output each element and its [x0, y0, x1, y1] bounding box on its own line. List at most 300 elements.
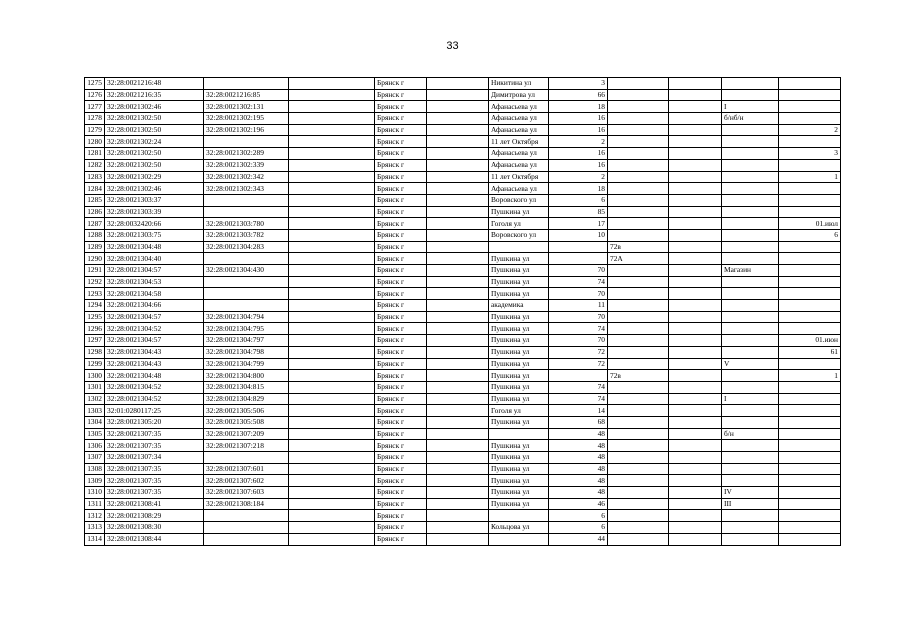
cell-house-number: 44 — [549, 533, 608, 545]
table-row — [85, 487, 841, 499]
cell-extra-field — [289, 533, 375, 545]
cell-house-letter — [608, 124, 669, 136]
cell-flat: 01.июл — [779, 218, 841, 230]
cell-building — [669, 136, 722, 148]
table-row — [85, 124, 841, 136]
cell-object-cadastral-number: 32:28:0021308:184 — [204, 498, 289, 510]
cell-extra-field — [289, 229, 375, 241]
cell-district — [427, 358, 489, 370]
cell-premises — [722, 148, 779, 160]
cell-building — [669, 522, 722, 534]
cell-flat — [779, 475, 841, 487]
cell-building — [669, 124, 722, 136]
cell-row-number: 1310 — [85, 487, 105, 499]
cell-house-number: 74 — [549, 381, 608, 393]
table-row — [85, 475, 841, 487]
cell-cadastral-number: 32:28:0021304:66 — [105, 300, 204, 312]
cell-house-letter — [608, 101, 669, 113]
cell-row-number: 1299 — [85, 358, 105, 370]
cell-cadastral-number: 32:28:0021216:48 — [105, 78, 204, 90]
cell-cadastral-number: 32:28:0021307:35 — [105, 463, 204, 475]
cell-cadastral-number: 32:28:0021307:35 — [105, 475, 204, 487]
cell-building — [669, 113, 722, 125]
cell-flat — [779, 253, 841, 265]
cell-house-letter — [608, 358, 669, 370]
cell-object-cadastral-number: 32:28:0021307:218 — [204, 440, 289, 452]
cell-object-cadastral-number — [204, 510, 289, 522]
cell-object-cadastral-number: 32:28:0021304:794 — [204, 311, 289, 323]
cell-building — [669, 253, 722, 265]
cell-flat — [779, 533, 841, 545]
cell-house-number: 48 — [549, 440, 608, 452]
cell-premises — [722, 159, 779, 171]
cell-district — [427, 183, 489, 195]
table-row — [85, 276, 841, 288]
table-row — [85, 463, 841, 475]
cell-house-letter — [608, 288, 669, 300]
cell-district — [427, 381, 489, 393]
cell-street: Гоголя ул — [489, 218, 549, 230]
cell-district — [427, 229, 489, 241]
cell-row-number: 1302 — [85, 393, 105, 405]
cell-house-letter — [608, 218, 669, 230]
cell-house-number: 68 — [549, 416, 608, 428]
cell-row-number: 1275 — [85, 78, 105, 90]
cell-object-cadastral-number: 32:28:0021307:602 — [204, 475, 289, 487]
cell-flat: 6 — [779, 229, 841, 241]
cell-cadastral-number: 32:28:0021304:40 — [105, 253, 204, 265]
table-row — [85, 428, 841, 440]
cell-house-number: 48 — [549, 475, 608, 487]
cell-building — [669, 276, 722, 288]
cell-row-number: 1286 — [85, 206, 105, 218]
cell-building — [669, 148, 722, 160]
cell-house-number: 18 — [549, 101, 608, 113]
cell-premises — [722, 370, 779, 382]
cell-house-letter — [608, 276, 669, 288]
table-row — [85, 229, 841, 241]
cell-city: Брянск г — [375, 475, 427, 487]
cell-extra-field — [289, 171, 375, 183]
cell-object-cadastral-number: 32:28:0021303:782 — [204, 229, 289, 241]
cell-city: Брянск г — [375, 335, 427, 347]
cell-house-letter — [608, 416, 669, 428]
cell-building — [669, 393, 722, 405]
cell-cadastral-number: 32:28:0021304:48 — [105, 241, 204, 253]
cell-object-cadastral-number: 32:28:0021302:196 — [204, 124, 289, 136]
cell-row-number: 1301 — [85, 381, 105, 393]
cell-house-number: 17 — [549, 218, 608, 230]
cell-building — [669, 475, 722, 487]
cell-flat — [779, 101, 841, 113]
cell-house-number: 70 — [549, 335, 608, 347]
cell-object-cadastral-number: 32:28:0021304:829 — [204, 393, 289, 405]
cell-object-cadastral-number: 32:28:0021307:603 — [204, 487, 289, 499]
cell-district — [427, 78, 489, 90]
cell-extra-field — [289, 405, 375, 417]
cell-street: Афанасьева ул — [489, 101, 549, 113]
cell-extra-field — [289, 148, 375, 160]
cell-row-number: 1292 — [85, 276, 105, 288]
cell-object-cadastral-number — [204, 288, 289, 300]
cell-extra-field — [289, 335, 375, 347]
cell-cadastral-number: 32:28:0021302:50 — [105, 113, 204, 125]
cell-street: Пушкина ул — [489, 440, 549, 452]
cell-street: Афанасьева ул — [489, 148, 549, 160]
cell-extra-field — [289, 218, 375, 230]
cell-building — [669, 358, 722, 370]
cell-premises: V — [722, 358, 779, 370]
cell-premises — [722, 510, 779, 522]
cell-premises — [722, 276, 779, 288]
cell-street — [489, 510, 549, 522]
cell-row-number: 1278 — [85, 113, 105, 125]
cell-object-cadastral-number: 32:28:0021302:289 — [204, 148, 289, 160]
cell-extra-field — [289, 113, 375, 125]
table-row — [85, 78, 841, 90]
registry-body — [85, 78, 841, 546]
cell-extra-field — [289, 416, 375, 428]
cell-object-cadastral-number: 32:28:0021302:342 — [204, 171, 289, 183]
cell-house-letter — [608, 136, 669, 148]
cell-house-number: 74 — [549, 393, 608, 405]
cell-premises: III — [722, 498, 779, 510]
cell-city: Брянск г — [375, 159, 427, 171]
table-row — [85, 498, 841, 510]
cell-extra-field — [289, 206, 375, 218]
cell-building — [669, 288, 722, 300]
cell-district — [427, 323, 489, 335]
cell-street: Димитрова ул — [489, 89, 549, 101]
cell-house-letter — [608, 265, 669, 277]
cell-house-number: 72 — [549, 346, 608, 358]
cell-house-letter — [608, 311, 669, 323]
cell-building — [669, 206, 722, 218]
cell-flat — [779, 440, 841, 452]
cell-building — [669, 335, 722, 347]
cell-flat — [779, 113, 841, 125]
cell-premises — [722, 218, 779, 230]
cell-flat — [779, 487, 841, 499]
cell-street: Пушкина ул — [489, 323, 549, 335]
cell-house-number — [549, 241, 608, 253]
cell-cadastral-number: 32:28:0021307:35 — [105, 440, 204, 452]
cell-street: Афанасьева ул — [489, 124, 549, 136]
cell-district — [427, 171, 489, 183]
registry-table — [84, 77, 841, 546]
cell-city: Брянск г — [375, 229, 427, 241]
cell-premises — [722, 475, 779, 487]
cell-house-number: 10 — [549, 229, 608, 241]
cell-extra-field — [289, 487, 375, 499]
cell-house-number: 11 — [549, 300, 608, 312]
cell-district — [427, 533, 489, 545]
cell-object-cadastral-number — [204, 533, 289, 545]
cell-object-cadastral-number: 32:28:0021304:430 — [204, 265, 289, 277]
cell-row-number: 1306 — [85, 440, 105, 452]
cell-extra-field — [289, 276, 375, 288]
table-row — [85, 381, 841, 393]
cell-extra-field — [289, 183, 375, 195]
cell-house-number: 16 — [549, 113, 608, 125]
cell-row-number: 1314 — [85, 533, 105, 545]
cell-house-number: 48 — [549, 452, 608, 464]
cell-building — [669, 101, 722, 113]
table-row — [85, 288, 841, 300]
cell-object-cadastral-number — [204, 276, 289, 288]
cell-premises — [722, 323, 779, 335]
cell-city: Брянск г — [375, 300, 427, 312]
cell-object-cadastral-number — [204, 300, 289, 312]
table-row — [85, 452, 841, 464]
cell-building — [669, 89, 722, 101]
cell-district — [427, 101, 489, 113]
cell-cadastral-number: 32:28:0021304:53 — [105, 276, 204, 288]
cell-premises: IV — [722, 487, 779, 499]
table-row — [85, 206, 841, 218]
cell-building — [669, 416, 722, 428]
cell-premises — [722, 416, 779, 428]
cell-premises: I — [722, 101, 779, 113]
cell-house-number: 6 — [549, 194, 608, 206]
cell-premises — [722, 253, 779, 265]
cell-house-number: 48 — [549, 463, 608, 475]
table-row — [85, 194, 841, 206]
cell-flat — [779, 136, 841, 148]
cell-house-letter — [608, 475, 669, 487]
cell-city: Брянск г — [375, 498, 427, 510]
cell-city: Брянск г — [375, 522, 427, 534]
cell-district — [427, 487, 489, 499]
cell-district — [427, 405, 489, 417]
cell-house-letter — [608, 381, 669, 393]
cell-premises — [722, 405, 779, 417]
cell-house-number: 74 — [549, 276, 608, 288]
cell-building — [669, 171, 722, 183]
cell-object-cadastral-number: 32:28:0021305:506 — [204, 405, 289, 417]
cell-building — [669, 487, 722, 499]
cell-object-cadastral-number: 32:28:0021304:799 — [204, 358, 289, 370]
cell-premises — [722, 440, 779, 452]
cell-row-number: 1305 — [85, 428, 105, 440]
cell-house-number — [549, 253, 608, 265]
cell-row-number: 1294 — [85, 300, 105, 312]
cell-cadastral-number: 32:28:0021308:29 — [105, 510, 204, 522]
cell-city: Брянск г — [375, 381, 427, 393]
cell-district — [427, 463, 489, 475]
cell-house-letter — [608, 510, 669, 522]
cell-object-cadastral-number — [204, 452, 289, 464]
table-row — [85, 241, 841, 253]
cell-building — [669, 159, 722, 171]
cell-row-number: 1296 — [85, 323, 105, 335]
cell-house-letter — [608, 487, 669, 499]
cell-street — [489, 241, 549, 253]
table-row — [85, 136, 841, 148]
cell-row-number: 1281 — [85, 148, 105, 160]
cell-extra-field — [289, 265, 375, 277]
cell-building — [669, 218, 722, 230]
table-row — [85, 159, 841, 171]
cell-house-number: 70 — [549, 288, 608, 300]
cell-row-number: 1307 — [85, 452, 105, 464]
cell-flat: 2 — [779, 124, 841, 136]
cell-building — [669, 452, 722, 464]
cell-object-cadastral-number: 32:28:0021307:601 — [204, 463, 289, 475]
cell-city: Брянск г — [375, 253, 427, 265]
cell-district — [427, 370, 489, 382]
cell-cadastral-number: 32:28:0021305:20 — [105, 416, 204, 428]
cell-house-letter — [608, 300, 669, 312]
cell-extra-field — [289, 159, 375, 171]
cell-row-number: 1284 — [85, 183, 105, 195]
cell-cadastral-number: 32:28:0021304:43 — [105, 358, 204, 370]
cell-premises — [722, 346, 779, 358]
cell-house-letter — [608, 428, 669, 440]
cell-house-letter: 72в — [608, 370, 669, 382]
cell-flat — [779, 89, 841, 101]
cell-district — [427, 311, 489, 323]
cell-cadastral-number: 32:28:0021302:29 — [105, 171, 204, 183]
cell-extra-field — [289, 498, 375, 510]
cell-street: Пушкина ул — [489, 358, 549, 370]
cell-building — [669, 241, 722, 253]
cell-city: Брянск г — [375, 416, 427, 428]
cell-city: Брянск г — [375, 487, 427, 499]
cell-extra-field — [289, 300, 375, 312]
cell-house-letter — [608, 346, 669, 358]
cell-object-cadastral-number: 32:28:0021304:795 — [204, 323, 289, 335]
cell-house-letter — [608, 89, 669, 101]
cell-house-letter — [608, 533, 669, 545]
cell-row-number: 1298 — [85, 346, 105, 358]
cell-cadastral-number: 32:28:0021303:39 — [105, 206, 204, 218]
cell-object-cadastral-number — [204, 206, 289, 218]
cell-house-number: 3 — [549, 78, 608, 90]
cell-street: Пушкина ул — [489, 253, 549, 265]
cell-district — [427, 452, 489, 464]
cell-extra-field — [289, 253, 375, 265]
cell-extra-field — [289, 323, 375, 335]
cell-object-cadastral-number: 32:28:0021302:343 — [204, 183, 289, 195]
cell-flat: 1 — [779, 171, 841, 183]
cell-extra-field — [289, 288, 375, 300]
cell-district — [427, 253, 489, 265]
table-row — [85, 148, 841, 160]
cell-flat — [779, 159, 841, 171]
cell-street: Пушкина ул — [489, 288, 549, 300]
cell-district — [427, 113, 489, 125]
table-row — [85, 440, 841, 452]
cell-street: Пушкина ул — [489, 335, 549, 347]
cell-house-letter — [608, 194, 669, 206]
cell-object-cadastral-number: 32:28:0021216:85 — [204, 89, 289, 101]
cell-city: Брянск г — [375, 440, 427, 452]
cell-house-letter — [608, 335, 669, 347]
cell-row-number: 1295 — [85, 311, 105, 323]
cell-row-number: 1277 — [85, 101, 105, 113]
table-row — [85, 183, 841, 195]
cell-cadastral-number: 32:01:0280117:25 — [105, 405, 204, 417]
cell-house-letter — [608, 440, 669, 452]
cell-row-number: 1312 — [85, 510, 105, 522]
cell-flat: 1 — [779, 370, 841, 382]
cell-city: Брянск г — [375, 358, 427, 370]
cell-cadastral-number: 32:28:0021304:52 — [105, 393, 204, 405]
cell-house-number: 14 — [549, 405, 608, 417]
cell-city: Брянск г — [375, 136, 427, 148]
cell-extra-field — [289, 522, 375, 534]
cell-city: Брянск г — [375, 206, 427, 218]
cell-cadastral-number: 32:28:0021303:75 — [105, 229, 204, 241]
cell-district — [427, 475, 489, 487]
cell-flat — [779, 300, 841, 312]
cell-house-number — [549, 370, 608, 382]
cell-extra-field — [289, 241, 375, 253]
cell-city: Брянск г — [375, 124, 427, 136]
table-row — [85, 113, 841, 125]
cell-object-cadastral-number: 32:28:0021304:283 — [204, 241, 289, 253]
cell-cadastral-number: 32:28:0021304:52 — [105, 381, 204, 393]
cell-street: Афанасьева ул — [489, 159, 549, 171]
table-row — [85, 265, 841, 277]
cell-object-cadastral-number — [204, 253, 289, 265]
cell-street: Пушкина ул — [489, 463, 549, 475]
cell-extra-field — [289, 358, 375, 370]
table-row — [85, 522, 841, 534]
cell-object-cadastral-number: 32:28:0021307:209 — [204, 428, 289, 440]
cell-flat — [779, 498, 841, 510]
cell-cadastral-number: 32:28:0021302:24 — [105, 136, 204, 148]
cell-building — [669, 498, 722, 510]
cell-premises — [722, 194, 779, 206]
cell-street: Пушкина ул — [489, 475, 549, 487]
cell-district — [427, 335, 489, 347]
cell-object-cadastral-number: 32:28:0021302:195 — [204, 113, 289, 125]
cell-house-letter — [608, 206, 669, 218]
cell-building — [669, 533, 722, 545]
cell-extra-field — [289, 78, 375, 90]
cell-cadastral-number: 32:28:0021304:48 — [105, 370, 204, 382]
cell-city: Брянск г — [375, 218, 427, 230]
cell-house-number: 18 — [549, 183, 608, 195]
cell-object-cadastral-number: 32:28:0021303:780 — [204, 218, 289, 230]
cell-house-number: 70 — [549, 265, 608, 277]
cell-flat — [779, 452, 841, 464]
table-row — [85, 335, 841, 347]
cell-premises — [722, 241, 779, 253]
cell-street: Пушкина ул — [489, 452, 549, 464]
cell-object-cadastral-number: 32:28:0021304:815 — [204, 381, 289, 393]
cell-object-cadastral-number: 32:28:0021305:508 — [204, 416, 289, 428]
cell-extra-field — [289, 89, 375, 101]
cell-building — [669, 78, 722, 90]
cell-house-number: 85 — [549, 206, 608, 218]
table-row — [85, 171, 841, 183]
table-row — [85, 253, 841, 265]
table-row — [85, 89, 841, 101]
cell-row-number: 1304 — [85, 416, 105, 428]
cell-street: Пушкина ул — [489, 206, 549, 218]
cell-building — [669, 370, 722, 382]
table-row — [85, 393, 841, 405]
cell-city: Брянск г — [375, 428, 427, 440]
cell-object-cadastral-number — [204, 194, 289, 206]
cell-flat — [779, 276, 841, 288]
table-row — [85, 346, 841, 358]
cell-premises — [722, 533, 779, 545]
cell-cadastral-number: 32:28:0021304:57 — [105, 335, 204, 347]
